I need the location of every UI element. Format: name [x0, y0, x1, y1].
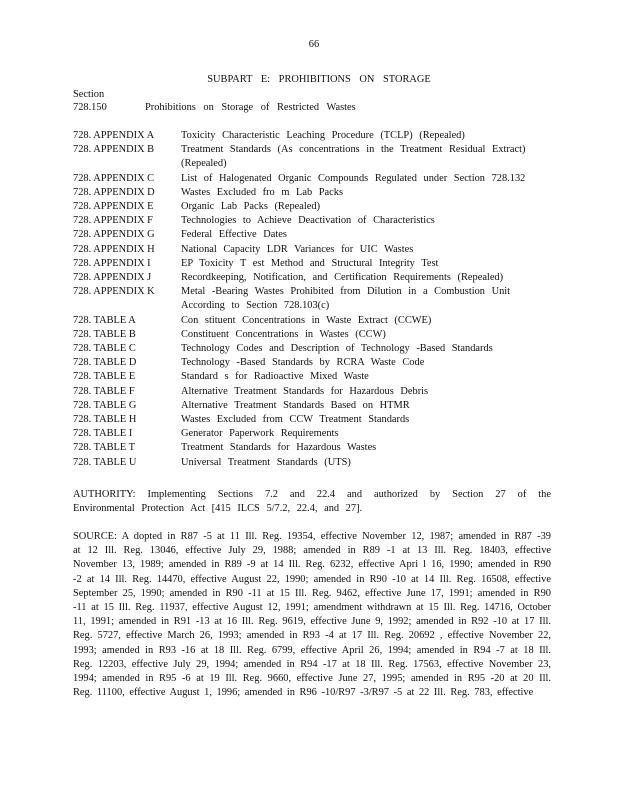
section-title: Prohibitions on Storage of Restricted Wastes	[145, 102, 356, 113]
section-number: 728.150	[73, 102, 107, 113]
entry-label: 728. TABLE B	[73, 328, 136, 340]
entry-title: Constituent Concentrations in Wastes (CCW)	[181, 328, 386, 340]
entry-label: 728. TABLE D	[73, 357, 137, 369]
list-item	[73, 228, 553, 242]
entry-title: Toxicity Characteristic Leaching Procedure (TCLP) (Repealed)	[181, 130, 465, 141]
entry-label: 728. TABLE H	[73, 414, 137, 426]
entry-label: 728. APPENDIX B	[73, 144, 155, 156]
entry-title: Generator Paperwork Requirements	[181, 428, 339, 440]
entry-label: 728. TABLE E	[73, 371, 136, 383]
entry-title: Con stituent Concentrations in Waste Extract (CCWE)	[181, 314, 432, 326]
entry-title: Technology Codes and Description of Technology -Based Standards	[181, 343, 493, 355]
list-item	[73, 370, 553, 384]
list-item	[73, 143, 553, 171]
list-item	[73, 129, 553, 143]
entry-title: Wastes Excluded fro m Lab Packs	[181, 186, 343, 198]
list-item	[73, 385, 553, 399]
entry-title: Standard s for Radioactive Mixed Waste	[181, 371, 369, 383]
entry-label: 728. TABLE U	[73, 456, 137, 468]
list-item	[73, 314, 553, 328]
entry-label: 728. APPENDIX A	[73, 130, 155, 141]
entry-title: Wastes Excluded from CCW Treatment Standards	[181, 414, 410, 426]
list-item	[73, 285, 553, 313]
entry-label: 728. TABLE G	[73, 399, 137, 411]
list-item	[73, 441, 553, 455]
entry-title: EP Toxicity T est Method and Structural Integrity Test	[181, 257, 439, 269]
list-item	[73, 413, 553, 427]
list-item	[73, 200, 553, 214]
entry-label: 728. APPENDIX I	[73, 257, 151, 269]
list-item	[73, 271, 553, 285]
entry-label: 728. APPENDIX C	[73, 172, 155, 184]
entry-label: 728. TABLE C	[73, 343, 136, 355]
page-number: 66	[308, 39, 320, 50]
authority-note: AUTHORITY: Implementing Sections 7.2 and 22.4 and authorized by Section 27 of the Environmental Protection Act [415 ILCS 5/7.2, 22.4, and 27].	[73, 489, 551, 515]
entry-title: Universal Treatment Standards (UTS)	[181, 456, 351, 468]
list-item	[73, 214, 553, 228]
entry-label: 728. APPENDIX J	[73, 272, 152, 284]
entry-title: Metal -Bearing Wastes Prohibited from Dilution in a Combustion Unit According to Section 728.103(c)	[181, 286, 511, 312]
list-item	[73, 186, 553, 200]
entry-label: 728. TABLE F	[73, 385, 135, 397]
list-item	[73, 257, 553, 271]
list-item	[73, 243, 553, 257]
entry-label: 728. TABLE T	[73, 442, 135, 454]
entry-label: 728. APPENDIX K	[73, 286, 155, 298]
entry-label: 728. TABLE I	[73, 428, 133, 440]
section-entry	[73, 101, 533, 115]
entry-title: National Capacity LDR Variances for UIC Wastes	[181, 243, 414, 255]
subpart-heading: SUBPART E: PROHIBITIONS ON STORAGE	[207, 74, 431, 85]
entry-title: Technology -Based Standards by RCRA Waste Code	[181, 357, 425, 369]
list-item	[73, 172, 553, 186]
list-item	[73, 399, 553, 413]
list-item	[73, 456, 553, 470]
list-item	[73, 342, 553, 356]
entry-label: 728. APPENDIX D	[73, 186, 155, 198]
entry-label: 728. APPENDIX H	[73, 243, 155, 255]
entry-label: 728. APPENDIX F	[73, 215, 153, 227]
entry-title: Alternative Treatment Standards Based on HTMR	[181, 399, 410, 411]
appendix-table-list	[73, 129, 553, 470]
entry-title: Treatment Standards (As concentrations in the Treatment Residual Extract) (Repealed)	[181, 144, 526, 170]
entry-title: Organic Lab Packs (Repealed)	[181, 201, 321, 213]
source-note: SOURCE: A dopted in R87 -5 at 11 Ill. Reg. 19354, effective November 12, 1987; amended in R87 -39 at 12 Ill. Reg. 13046, effective July 29, 1988; amended in R89 -1 at 13 Ill. Reg. 18403, effective November 13, 1989; amended in R89 -9 at 14 Ill. Reg. 6232, effective Apri l 16, 1990; amended in R90 -2 at 14 Ill. Reg. 14470, effective August 22, 1990; amended in R90 -10 at 14 Ill. Reg. 16508, effective September 25, 1990; amended in R90 -11 at 15 Ill. Reg. 9462, effective June 17, 1991; amended in R90 -11 at 15 Ill. Reg. 11937, effective August 12, 1991; amendment withdrawn at 15 Ill. Reg. 14716, October 11, 1991; amended in R91 -13 at 16 Ill. Reg. 9619, effective June 9, 1992; amended in R92 -10 at 17 Ill. Reg. 5727, effective March 26, 1993; amended in R93 -4 at 17 Ill. Reg. 20692 , effective November 22, 1993; amended in R93 -16 at 18 Ill. Reg. 6799, effective April 26, 1994; amended in R94 -7 at 18 Ill. Reg. 12203, effective July 29, 1994; amended in R94 -17 at 18 Ill. Reg. 17563, effective November 23, 1994; amended in R95 -6 at 19 Ill. Reg. 9660, effective June 27, 1995; amended in R95 -20 at 20 Ill. Reg. 11100, effective August 1, 1996; amended in R96 -10/R97 -3/R97 -5 at 22 Ill. Reg. 783, effective	[73, 531, 551, 699]
list-item	[73, 328, 553, 342]
list-item	[73, 356, 553, 370]
entry-title: Recordkeeping, Notification, and Certification Requirements (Repealed)	[181, 272, 504, 284]
section-column-label: Section	[73, 89, 105, 100]
entry-label: 728. TABLE A	[73, 314, 136, 326]
entry-title: Technologies to Achieve Deactivation of Characteristics	[181, 215, 435, 227]
entry-title: List of Halogenated Organic Compounds Regulated under Section 728.132	[181, 172, 526, 184]
entry-title: Treatment Standards for Hazardous Wastes	[181, 442, 377, 454]
list-item	[73, 427, 553, 441]
entry-title: Alternative Treatment Standards for Hazardous Debris	[181, 385, 429, 397]
entry-label: 728. APPENDIX G	[73, 229, 155, 241]
entry-title: Federal Effective Dates	[181, 229, 287, 241]
entry-label: 728. APPENDIX E	[73, 201, 154, 213]
